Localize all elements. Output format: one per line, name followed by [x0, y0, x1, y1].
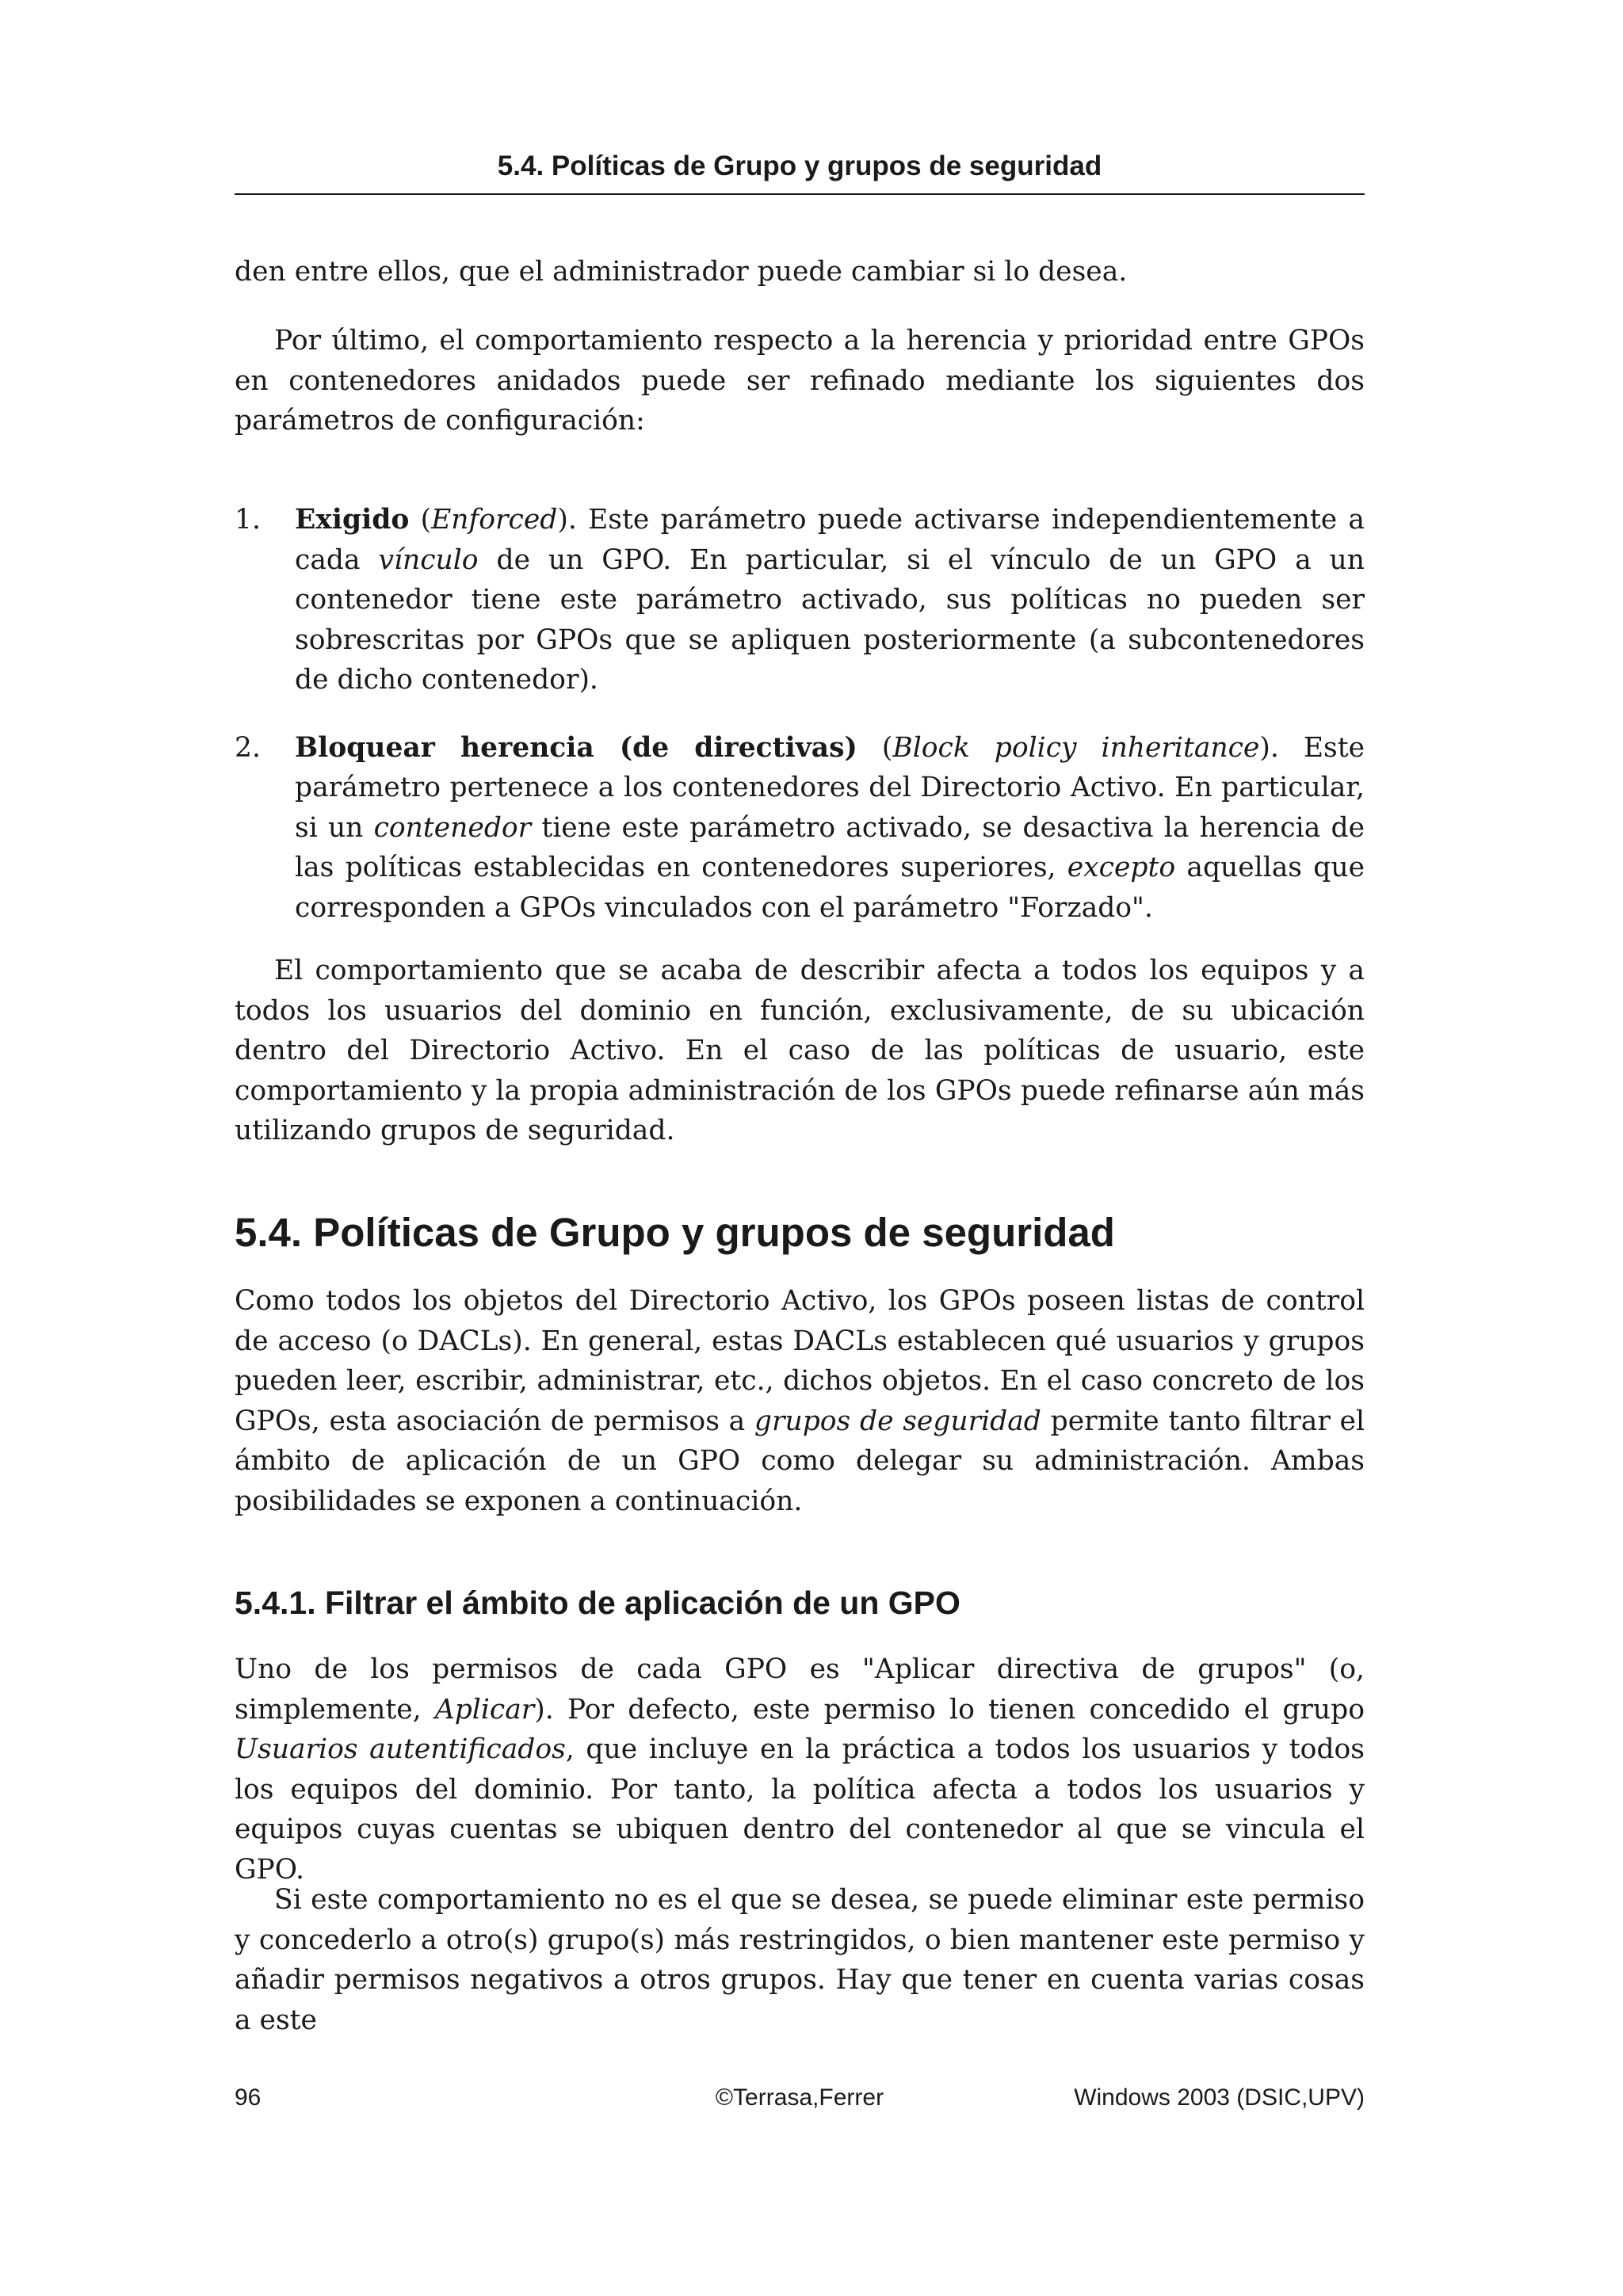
- emphasis-italic: excepto: [1067, 852, 1176, 883]
- text-span: Uno de los permisos de cada GPO es "Aplicar directiva de grupos" (o, simplemente,: [235, 1653, 1365, 1726]
- emphasis-italic: Usuarios autentificados: [235, 1733, 566, 1765]
- section-title: 5.4. Políticas de Grupo y grupos de seguridad: [235, 1210, 1115, 1255]
- term-italic: Enforced: [431, 504, 558, 536]
- running-header: 5.4. Políticas de Grupo y grupos de seguridad: [497, 151, 1102, 181]
- list-number: 1.: [235, 504, 261, 536]
- paragraph-behaviour: El comportamiento que se acaba de describir afecta a todos los equipos y a todos los usuarios del dominio en función, exclusivamente, de su ubicación dentro del Directorio Activo. En el caso de las políticas de usuario, este comportamiento y la propia administración de los GPOs puede refinarse aún más utilizando grupos de seguridad.: [235, 955, 1365, 1146]
- book-title: Windows 2003 (DSIC,UPV): [1074, 2084, 1365, 2111]
- text-span: permite tanto filtrar el ámbito de aplicación de un GPO como delegar su administración. Ambas posibilidades se exponen a continuación.: [235, 1405, 1365, 1517]
- list-item-bloquear-herencia: [235, 728, 1365, 929]
- term-italic: Block policy inheritance: [892, 731, 1260, 764]
- emphasis-italic: grupos de seguridad: [754, 1405, 1041, 1437]
- page-number: 96: [235, 2084, 262, 2111]
- paragraph-apply-permission: [235, 1650, 1365, 1890]
- text-span: tiene este parámetro activado, se desactiva la herencia de las políticas establecidas en contenedores superiores,: [295, 811, 1365, 883]
- subsection-title: 5.4.1. Filtrar el ámbito de aplicación de un GPO: [235, 1585, 960, 1621]
- parameter-list: [235, 500, 1365, 928]
- text-span: ). Este parámetro pertenece a los contenedores del Directorio Activo. En particular, si un: [295, 731, 1365, 844]
- list-item-exigido: [235, 500, 1365, 700]
- paragraph-intro-parameters: Por último, el comportamiento respecto a la herencia y prioridad entre GPOs en contenedores anidados puede ser refinado mediante los siguientes dos parámetros de configuración:: [235, 325, 1365, 437]
- header-rule: [235, 193, 1365, 195]
- paragraph-continuation: den entre ellos, que el administrador puede cambiar si lo desea.: [235, 256, 1128, 288]
- paragraph-restrict-permission: Si este comportamiento no es el que se desea, se puede eliminar este permiso y concederlo a otro(s) grupo(s) más restringidos, o bien mantener este permiso y añadir permisos negativos a otros grupos. Hay que tener en cuenta varias cosas a este: [235, 1884, 1365, 2036]
- emphasis-italic: Aplicar: [434, 1693, 535, 1726]
- text-span: aquellas que corresponden a GPOs vinculados con el parámetro "Forzado".: [295, 852, 1365, 924]
- text-span: Como todos los objetos del Directorio Activo, los GPOs poseen listas de control de acceso (o DACLs). En general, estas DACLs establecen qué usuarios y grupos pueden leer, escribir, administrar, etc., dichos objetos. En el caso concreto de los GPOs, esta asociación de permisos a: [235, 1285, 1365, 1437]
- text-span: ). Este parámetro puede activarse independientemente a cada: [295, 504, 1365, 576]
- list-number: 2.: [235, 731, 261, 764]
- emphasis-italic: contenedor: [373, 811, 532, 844]
- emphasis-italic: vínculo: [378, 543, 479, 576]
- text-span: de un GPO. En particular, si el vínculo de un GPO a un contenedor tiene este parámetro activado, sus políticas no pueden ser sobrescritas por GPOs que se apliquen posteriormente (a subcontenedores de dicho contenedor).: [295, 543, 1365, 696]
- text-span: ). Por defecto, este permiso lo tienen concedido el grupo: [534, 1693, 1365, 1726]
- term-bold: Exigido: [295, 504, 410, 536]
- paragraph-section-intro: [235, 1281, 1365, 1521]
- text-span: , que incluye en la práctica a todos los usuarios y todos los equipos del dominio. Por tanto, la política afecta a todos los usuarios y equipos cuyas cuentas se ubiquen dentro del contenedor al que se vincula el GPO.: [235, 1733, 1365, 1886]
- term-bold: Bloquear herencia (de directivas): [295, 731, 857, 764]
- copyright: ©Terrasa,Ferrer: [715, 2084, 884, 2111]
- document-page: [235, 0, 1365, 2296]
- text-span: (: [857, 731, 893, 764]
- text-span: (: [409, 504, 432, 536]
